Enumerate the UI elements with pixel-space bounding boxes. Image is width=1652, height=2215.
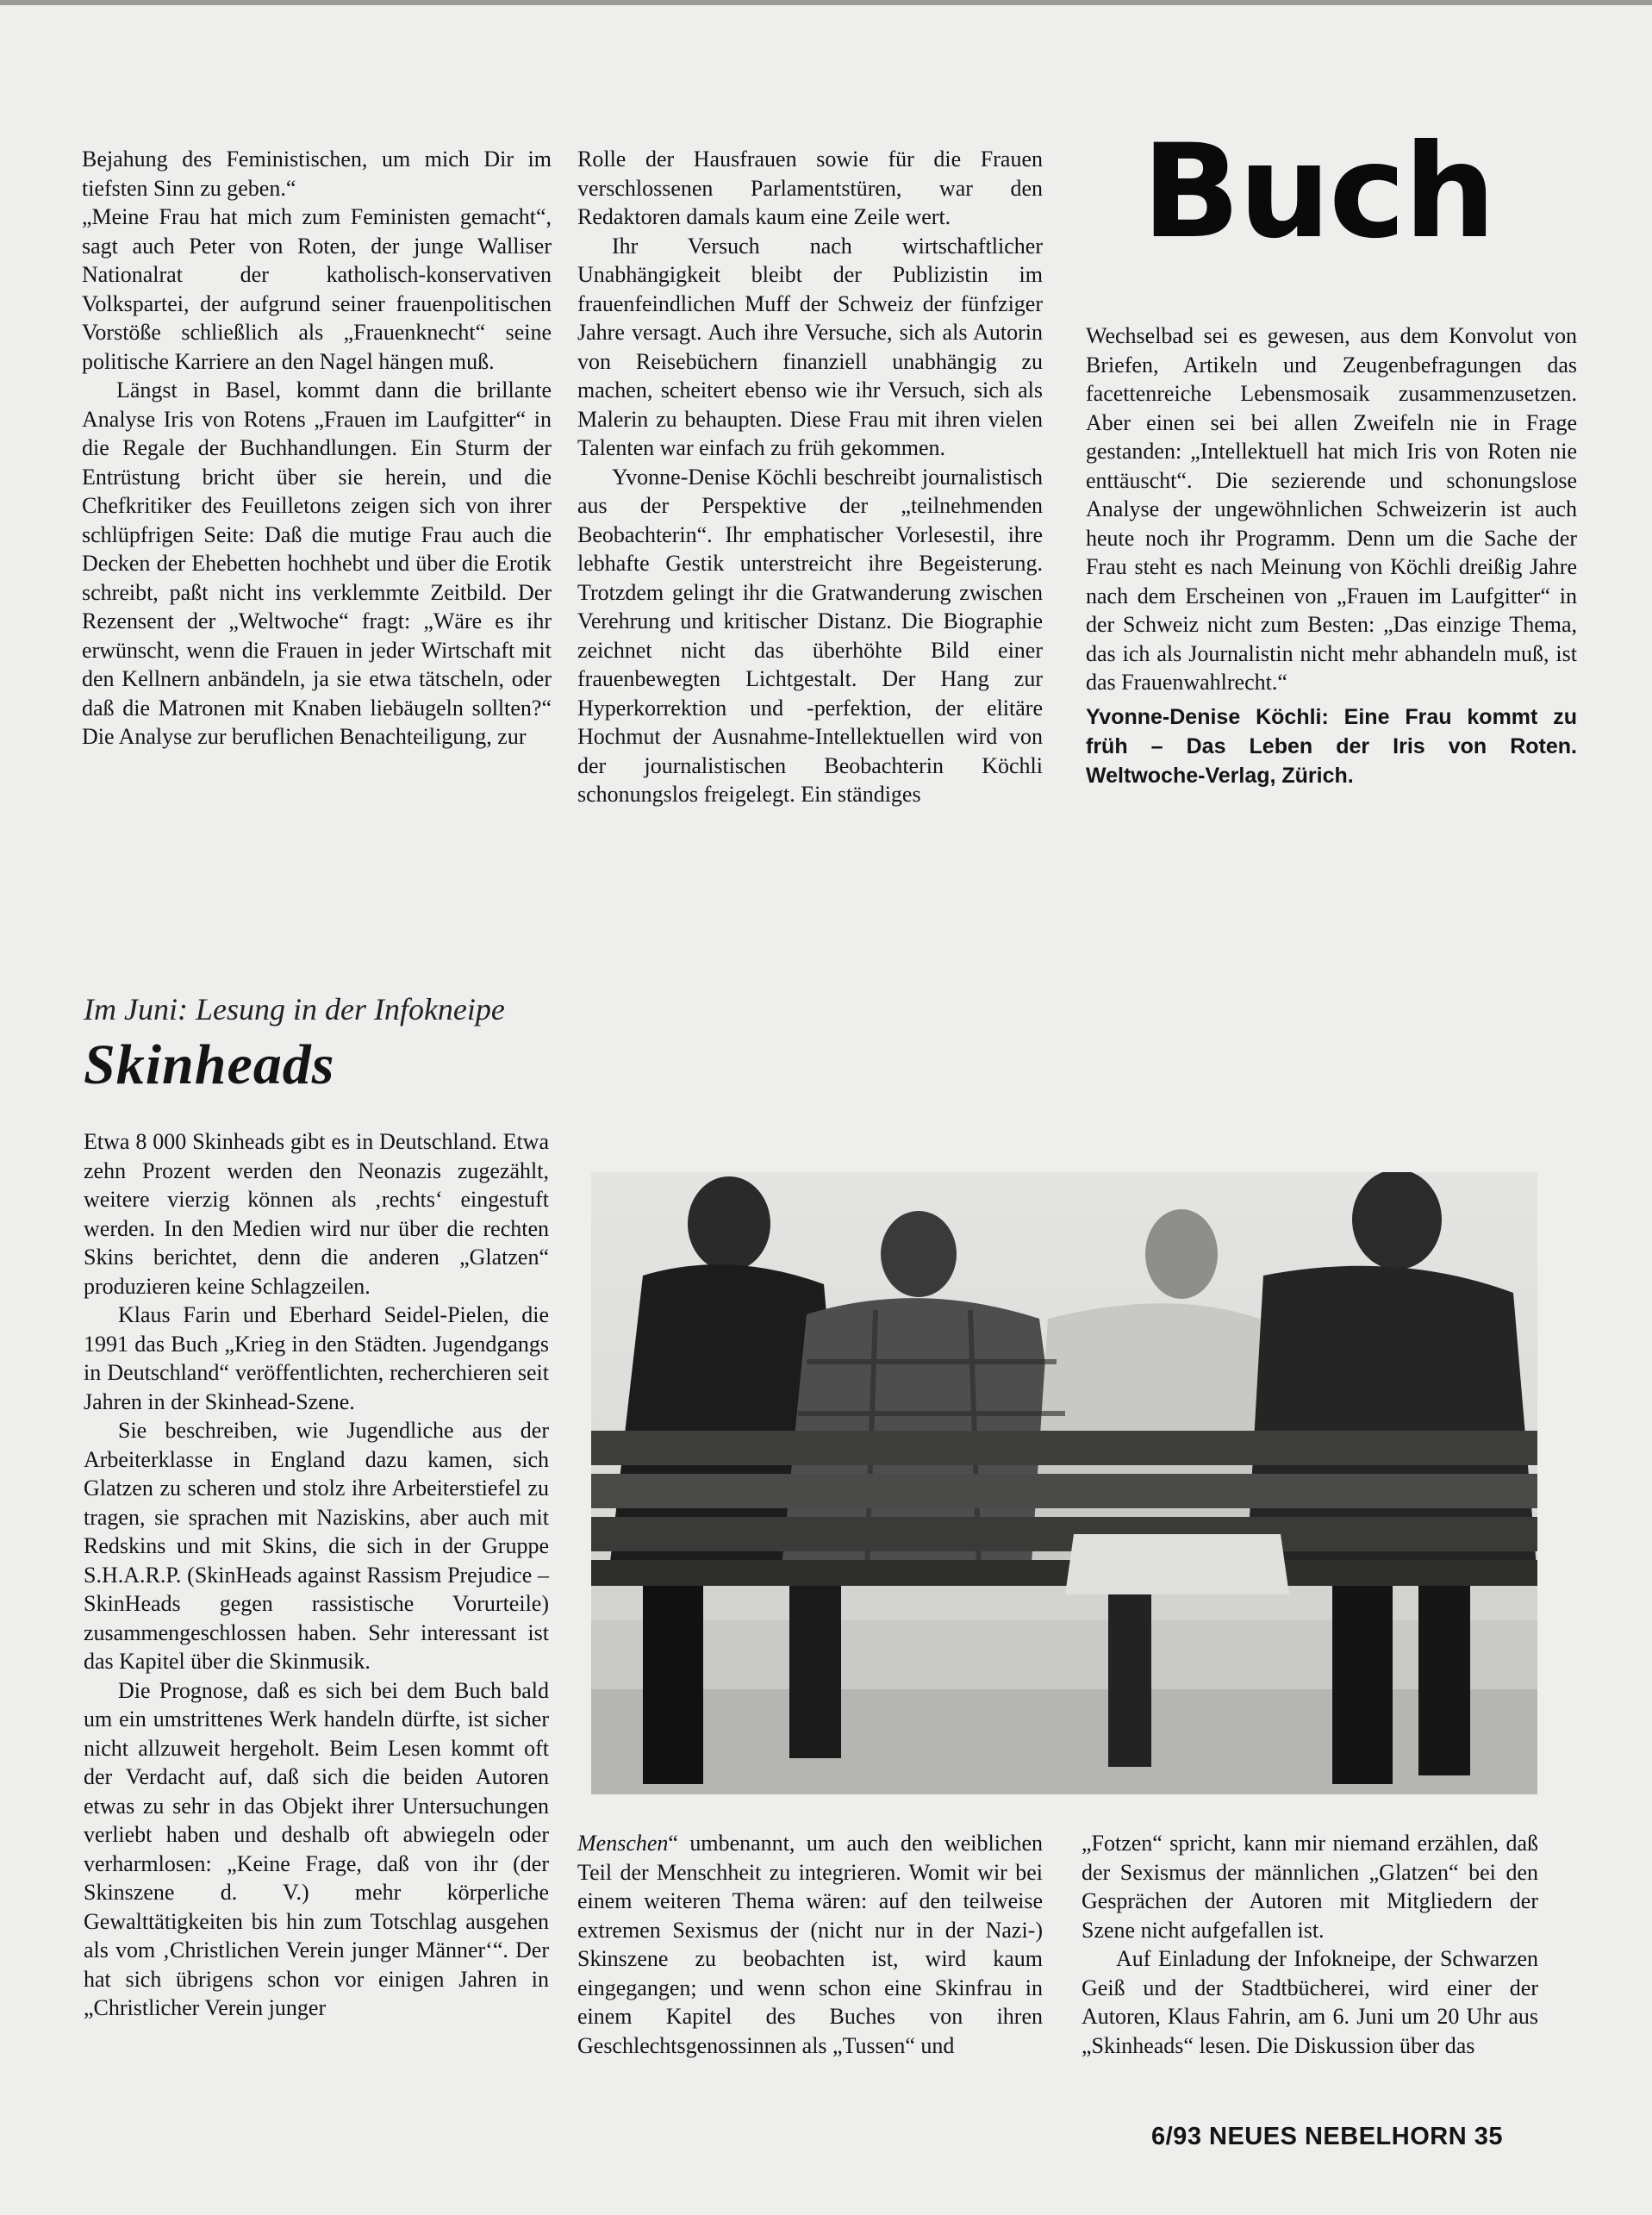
top-edge-rule: [0, 0, 1652, 5]
article-headline: Skinheads: [84, 1033, 335, 1096]
article1-column-3: [1086, 321, 1577, 790]
photo-illustration: [591, 1172, 1537, 1794]
book-credit: Yvonne-Denise Köchli: Eine Frau kommt zu früh – Das Leben der Iris von Roten. Weltwoche-Verlag, Zürich.: [1086, 704, 1577, 788]
paragraph: Etwa 8 000 Skinheads gibt es in Deutschland. Etwa zehn Prozent werden den Neonazis zugezählt, weitere vierzig können als ‚rechts‘ eingestuft werden. In den Medien wird nur über die rechten Skins berichtet, denn die anderen „Glatzen“ produzieren keine Schlagzeilen.: [84, 1129, 549, 1299]
paragraph: Auf Einladung der Infokneipe, der Schwarzen Geiß und der Stadtbücherei, wird einer der Autoren, Klaus Fahrin, am 6. Juni um 20 Uhr aus „Skinheads“ lesen. Die Diskussion über das: [1082, 1946, 1538, 2058]
paragraph: „Fotzen“ spricht, kann mir niemand erzählen, daß der Sexismus der männlichen „Glatzen“ bei den Gesprächen der Autoren mit Mitgliedern der Szene nicht aufgefallen ist.: [1082, 1831, 1538, 1943]
article1-column-2: [577, 145, 1043, 809]
article2-column-3: [1082, 1829, 1538, 2060]
paragraph: Klaus Farin und Eberhard Seidel-Pielen, die 1991 das Buch „Krieg in den Städten. Jugendgangs in Deutschland“ veröffentlichten, recherchieren seit Jahren in der Skinhead-Szene.: [84, 1302, 549, 1414]
paragraph: Bejahung des Feministischen, um mich Dir im tiefsten Sinn zu geben.“: [82, 147, 552, 201]
paragraph: Yvonne-Denise Köchli beschreibt journalistisch aus der Perspektive der „teilnehmenden Beobachterin“. Ihr emphatischer Vorlesestil, ihre lebhafte Gestik unterstreicht ihre Begeisterung. Trotzdem gelingt ihr die Gratwanderung zwischen Verehrung und kritischer Distanz. Die Biographie zeichnet nicht das überhöhte Bild einer frauenbewegten Lichtgestalt. Der Hang zur Hyperkorrektion und -perfektion, der elitäre Hochmut der Ausnahme-Intellektuellen wird von der journalistischen Beobachterin Köchli schonungslos freigelegt. Ein ständiges: [577, 464, 1043, 807]
paragraph: „Meine Frau hat mich zum Feministen gemacht“, sagt auch Peter von Roten, der junge Walliser Nationalrat der katholisch-konservativen Volkspartei, der aufgrund seiner frauenpolitischen Vorstöße schließlich als „Frauenknecht“ seine politische Karriere an den Nagel hängen muß.: [82, 204, 552, 374]
paragraph-text: “ umbenannt, um auch den weiblichen Teil der Menschheit zu integrieren. Womit wir bei einem weiteren Thema wären: auf den teilweise extremen Sexismus der (nicht nur in der Nazi-) Skinszene zu beobachten ist, wird kaum eingegangen; und wenn schon eine Skinfrau in einem Kapitel des Buches von ihren Geschlechtsgenossinnen als „Tussen“ und: [577, 1831, 1043, 2058]
italic-word: Menschen: [577, 1831, 669, 1856]
paragraph: [577, 1829, 1043, 2060]
page-footer: 6/93 NEUES NEBELHORN 35: [1151, 2123, 1503, 2150]
paragraph: Längst in Basel, kommt dann die brillante Analyse Iris von Rotens „Frauen im Laufgitter“ in die Regale der Buchhandlungen. Ein Sturm der Entrüstung bricht über sie herein, und die Chefkritiker des Feuilletons zeigen sich von ihrer schlüpfrigen Seite: Daß die mutige Frau auch die Decken der Ehebetten hochhebt und über die Erotik schreibt, paßt nicht ins verklemmte Zeitbild. Der Rezensent der „Weltwoche“ fragt: „Wäre es ihr erwünscht, wenn die Frauen in jeder Wirtschaft mit den Kellnern anbändeln, ja sie etwa tätscheln, oder daß die Matronen mit Knaben liebäugeln sollten?“ Die Analyse zur beruflichen Benachteiligung, zur: [82, 377, 552, 749]
paragraph: Sie beschreiben, wie Jugendliche aus der Arbeiterklasse in England dazu kamen, sich Glatzen zu scheren und stolz ihre Arbeiterstiefel zu tragen, sie sprachen mit Naziskins, aber auch mit Redskins und mit Skins, die sich in der Gruppe S.H.A.R.P. (SkinHeads against Rassism Prejudice – SkinHeads gegen rassistische Vorurteile) zusammengeschlossen haben. Sehr interessant ist das Kapitel über die Skinmusik.: [84, 1418, 549, 1674]
photo-skinheads-on-bench: [591, 1172, 1537, 1794]
section-title-buch: Buch: [1142, 117, 1494, 267]
paragraph: Rolle der Hausfrauen sowie für die Frauen verschlossenen Parlamentstüren, war den Redaktoren damals kaum eine Zeile wert.: [577, 147, 1043, 229]
paragraph: Wechselbad sei es gewesen, aus dem Konvolut von Briefen, Artikeln und Zeugenbefragungen das facettenreiche Lebensmosaik zusammenzusetzen. Aber einen sei bei allen Zweifeln nie in Frage gestanden: „Intellektuell hat mich Iris von Roten nie enttäuscht“. Die sezierende und schonungslose Analyse der ungewöhnlichen Schweizerin ist auch heute noch ihr Programm. Denn um die Sache der Frau steht es nach Meinung von Köchli dreißig Jahre nach dem Erscheinen von „Frauen im Laufgitter“ in der Schweiz nicht zum Besten: „Das einzige Thema, das ich als Journalistin nicht mehr abhandeln muß, ist das Frauenwahlrecht.“: [1086, 323, 1577, 695]
article2-column-1: [84, 1127, 549, 2023]
article-kicker: Im Juni: Lesung in der Infokneipe: [84, 992, 505, 1026]
paragraph: Die Prognose, daß es sich bei dem Buch bald um ein umstrittenes Werk handeln dürfte, ist sicher nicht allzuweit hergeholt. Beim Lesen kommt oft der Verdacht auf, daß sich die beiden Autoren etwas zu sehr in das Objekt ihrer Untersuchungen verliebt haben und deshalb oft abwiegeln oder verharmlosen: „Keine Frage, daß von ihr (der Skinszene d. V.) mehr körperliche Gewalttätigkeiten bis hin zum Totschlag ausgehen als vom ‚Christlichen Verein junger Männer‘“. Der hat sich übrigens schon vor einigen Jahren in „Christlicher Verein junger: [84, 1677, 549, 2020]
article1-column-1: [82, 145, 552, 752]
paragraph: Ihr Versuch nach wirtschaftlicher Unabhängigkeit bleibt der Publizistin im frauenfeindlichen Muff der Schweiz der fünfziger Jahre versagt. Auch ihre Versuche, sich als Autorin von Reisebüchern finanziell unabhängig zu machen, scheitert ebenso wie ihr Versuch, sich als Malerin zu behaupten. Diese Frau mit ihren vielen Talenten war einfach zu früh gekommen.: [577, 233, 1043, 460]
article2-column-2: [577, 1829, 1043, 2060]
